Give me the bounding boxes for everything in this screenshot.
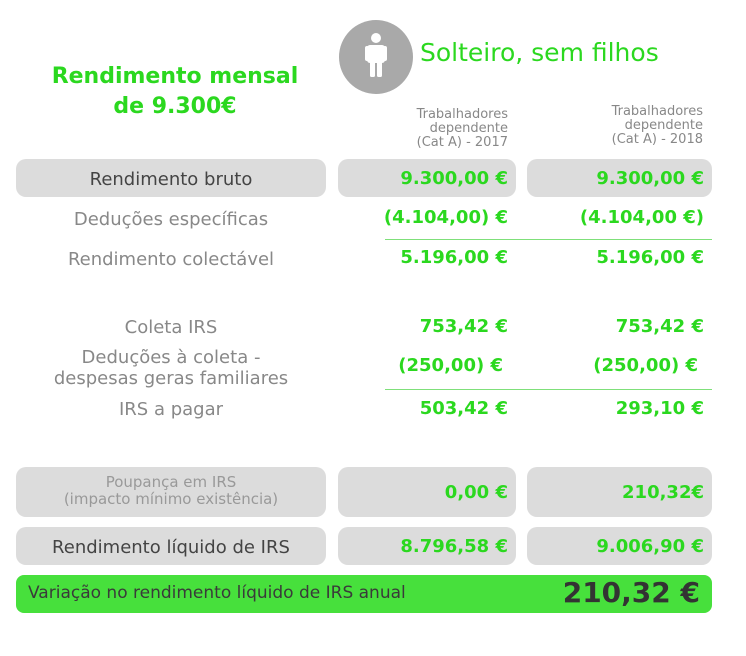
row-label-colectavel: Rendimento colectável	[67, 249, 275, 270]
value-poupanca-2017: 0,00 €	[444, 482, 508, 503]
value-deducoes-coleta-2017: (250,00) €	[398, 355, 503, 376]
column-header-2017-line2: dependente	[429, 121, 508, 136]
column-header-2017-line1: Trabalhadores	[416, 107, 508, 122]
variation-value: 210,32 €	[562, 576, 700, 609]
value-poupanca-2018: 210,32€	[622, 482, 704, 503]
value-irs-pagar-2017: 503,42 €	[419, 398, 508, 419]
value-deducoes-2018: (4.104,00 €)	[579, 207, 704, 228]
row-label-deducoes-coleta	[16, 347, 326, 389]
value-liquido-2018: 9.006,90 €	[596, 536, 704, 557]
person-icon	[339, 20, 413, 94]
column-header-2017-line3: (Cat A) - 2017	[416, 135, 508, 150]
row-label-deducoes: Deduções específicas	[73, 209, 269, 230]
column-header-2018	[585, 105, 703, 147]
value-coleta-2018: 753,42 €	[615, 316, 704, 337]
row-label-poupanca-line2: (impacto mínimo existência)	[63, 490, 279, 508]
column-header-2018-line3: (Cat A) - 2018	[611, 132, 703, 147]
value-deducoes-coleta-2018: (250,00) €	[593, 355, 698, 376]
column-header-2018-line2: dependente	[624, 118, 703, 133]
row-label-liquido: Rendimento líquido de IRS	[52, 537, 290, 558]
value-bruto-2018: 9.300,00 €	[596, 168, 704, 189]
profile-title: Solteiro, sem filhos	[420, 38, 659, 67]
value-colectavel-2017: 5.196,00 €	[400, 247, 508, 268]
value-bruto-2017: 9.300,00 €	[400, 168, 508, 189]
row-label-bruto: Rendimento bruto	[89, 169, 253, 190]
income-title	[30, 62, 320, 122]
variation-label: Variação no rendimento líquido de IRS anual	[28, 583, 406, 603]
divider	[385, 239, 712, 240]
row-label-deducoes-coleta-line1: Deduções à coleta -	[81, 347, 261, 368]
value-liquido-2017: 8.796,58 €	[400, 536, 508, 557]
value-deducoes-2017: (4.104,00) €	[383, 207, 508, 228]
column-header-2017	[390, 108, 508, 150]
row-label-poupanca-line1: Poupança em IRS	[105, 473, 237, 491]
value-irs-pagar-2018: 293,10 €	[615, 398, 704, 419]
income-title-line1: Rendimento mensal	[51, 64, 299, 89]
value-colectavel-2018: 5.196,00 €	[596, 247, 704, 268]
income-title-line2: de 9.300€	[113, 94, 237, 119]
row-label-poupanca	[16, 474, 326, 508]
row-label-deducoes-coleta-line2: despesas geras familiares	[53, 368, 289, 389]
row-label-irs-pagar: IRS a pagar	[118, 399, 224, 420]
divider	[385, 389, 712, 390]
column-header-2018-line1: Trabalhadores	[611, 104, 703, 119]
value-coleta-2017: 753,42 €	[419, 316, 508, 337]
row-label-coleta: Coleta IRS	[124, 317, 218, 338]
